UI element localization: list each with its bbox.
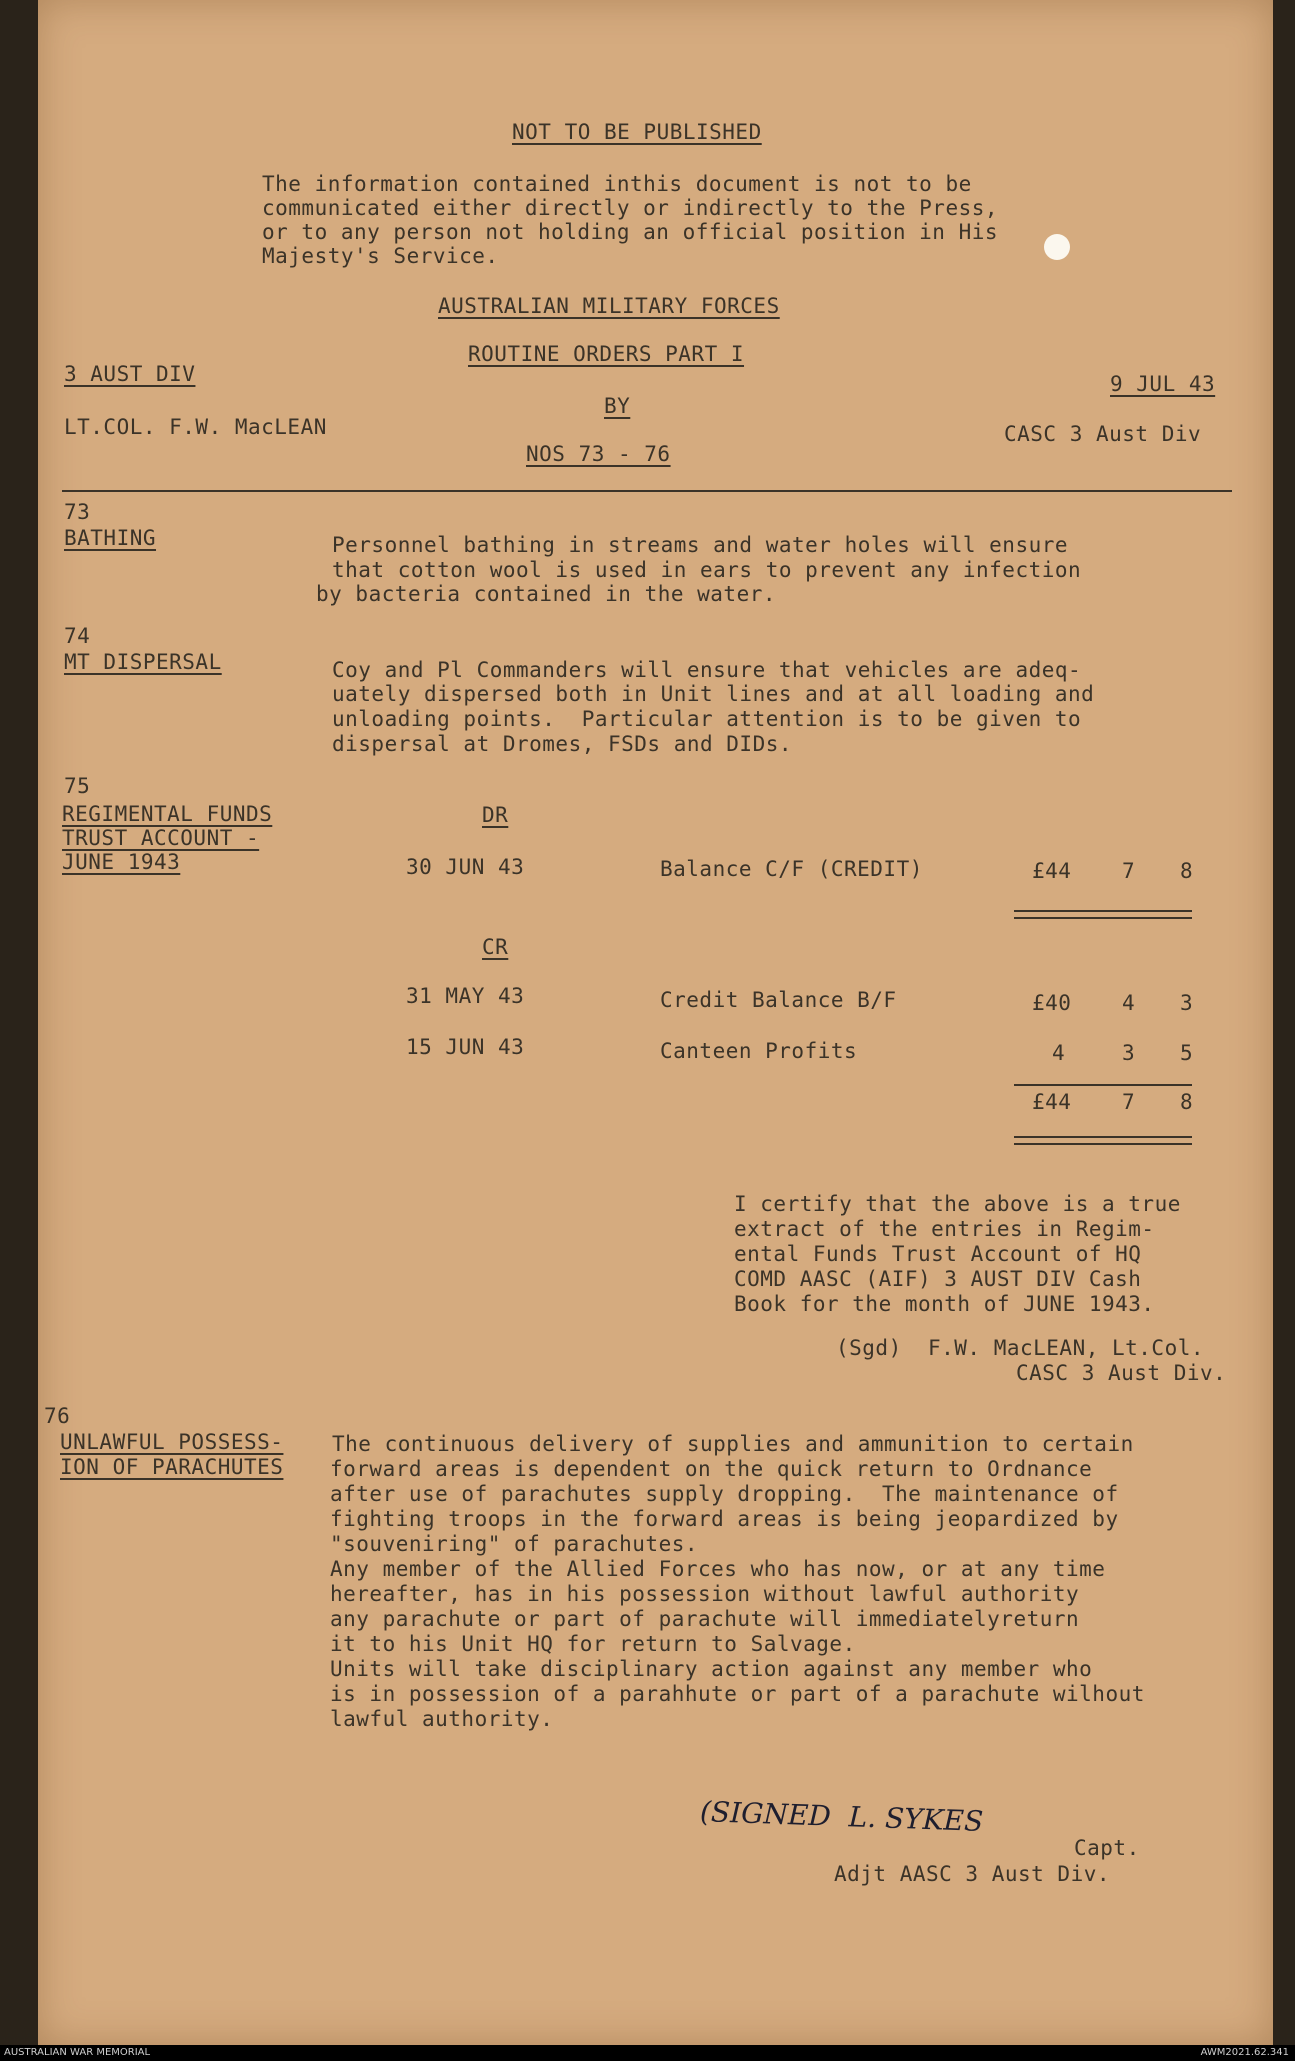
entry-description: Credit Balance B/F [660,988,897,1012]
total-pence: 8 [1180,1090,1194,1114]
order-text-line: hereafter, has in his possession without lawful authority [330,1582,1080,1606]
order-text-line: Personnel bathing in streams and water holes will ensure [332,533,1069,557]
restriction-line: Majesty's Service. [262,244,499,268]
total-pounds: £44 [1032,1090,1072,1114]
double-rule [1014,1136,1192,1138]
total-shillings: 7 [1122,1090,1136,1114]
cr-label: CR [482,935,509,959]
entry-date: 15 JUN 43 [406,1035,525,1059]
entry-date: 31 MAY 43 [406,984,525,1008]
order-text-line: any parachute or part of parachute will immediatelyreturn [330,1607,1080,1631]
order-text-line: is in possession of a parahhute or part of a parachute wilhout [330,1682,1145,1706]
order-number: 76 [44,1404,71,1428]
entry-pence: 3 [1180,991,1194,1015]
appointment: CASC 3 Aust Div [1004,422,1202,446]
order-text-line: uately dispersed both in Unit lines and at all loading and [332,682,1095,706]
order-text-line: forward areas is dependent on the quick return to Ordnance [330,1457,1093,1481]
by-label: BY [604,394,631,418]
order-text-line: fighting troops in the forward areas is being jeopardized by [330,1507,1119,1531]
header-divider [62,490,1232,492]
signatory-appointment: Adjt AASC 3 Aust Div. [834,1862,1111,1886]
archive-reference: AWM2021.62.341 [1200,2047,1289,2058]
entry-description: Balance C/F (CREDIT) [660,857,923,881]
order-text-line: after use of parachutes supply dropping. The maintenance of [330,1482,1119,1506]
entry-shillings: 7 [1122,859,1136,883]
officer-name: LT.COL. F.W. MacLEAN [64,415,327,439]
entry-shillings: 4 [1122,991,1136,1015]
certifier-appointment: CASC 3 Aust Div. [1016,1361,1227,1385]
restriction-line: communicated either directly or indirectly to the Press, [262,196,999,220]
order-text-line: Coy and Pl Commanders will ensure that vehicles are adeq- [332,658,1082,682]
double-rule [1014,910,1192,912]
order-heading: ION OF PARACHUTES [60,1455,284,1479]
archive-footer-bar [0,2045,1295,2061]
order-text-line: lawful authority. [330,1707,554,1731]
restriction-line: or to any person not holding an official position in His [262,220,999,244]
certificate-line: COMD AASC (AIF) 3 AUST DIV Cash [734,1267,1142,1291]
order-text-line: Any member of the Allied Forces who has now, or at any time [330,1557,1106,1581]
double-rule [1014,1143,1192,1145]
order-heading: TRUST ACCOUNT - [62,826,260,850]
entry-pounds: 4 [1052,1041,1066,1065]
order-text-line: it to his Unit HQ for return to Salvage. [330,1632,856,1656]
dr-label: DR [482,803,509,827]
order-heading: UNLAWFUL POSSESS- [60,1430,284,1454]
double-rule [1014,917,1192,919]
archive-name: AUSTRALIAN WAR MEMORIAL [4,2047,151,2058]
order-heading: REGIMENTAL FUNDS [62,802,273,826]
order-number: 73 [64,500,91,524]
entry-shillings: 3 [1122,1041,1136,1065]
order-text-line: that cotton wool is used in ears to prevent any infection [332,558,1082,582]
entry-pounds: £44 [1032,859,1072,883]
signatory-rank: Capt. [1074,1836,1140,1860]
certifier-name: (Sgd) F.W. MacLEAN, Lt.Col. [836,1336,1205,1360]
entry-description: Canteen Profits [660,1039,858,1063]
certificate-line: Book for the month of JUNE 1943. [734,1292,1155,1316]
punch-hole [1044,234,1070,260]
order-text-line: by bacteria contained in the water. [316,582,777,606]
restriction-line: The information contained inthis document is not to be [262,172,972,196]
order-number: 74 [64,624,91,648]
order-heading: MT DISPERSAL [64,650,222,674]
certificate-line: I certify that the above is a true [734,1192,1181,1216]
order-text-line: unloading points. Particular attention is to be given to [332,707,1082,731]
force-title: AUSTRALIAN MILITARY FORCES [438,294,780,318]
document-date: 9 JUL 43 [1110,372,1216,396]
order-text-line: Units will take disciplinary action against any member who [330,1657,1093,1681]
entry-pence: 8 [1180,859,1194,883]
order-text-line: The continuous delivery of supplies and ammunition to certain [332,1432,1134,1456]
handwritten-signature: (SIGNED L. SYKES [699,1795,984,1838]
order-text-line: "souveniring" of parachutes. [330,1532,699,1556]
restriction-title: NOT TO BE PUBLISHED [512,120,762,144]
certificate-line: ental Funds Trust Account of HQ [734,1242,1142,1266]
order-text-line: dispersal at Dromes, FSDs and DIDs. [332,732,793,756]
entry-pounds: £40 [1032,991,1072,1015]
entry-pence: 5 [1180,1041,1194,1065]
order-heading: BATHING [64,526,157,550]
entry-date: 30 JUN 43 [406,855,525,879]
unit-label: 3 AUST DIV [64,362,196,386]
order-number: 75 [64,774,91,798]
order-heading: JUNE 1943 [62,850,181,874]
total-rule [1014,1084,1192,1086]
certificate-line: extract of the entries in Regim- [734,1217,1155,1241]
document-title: ROUTINE ORDERS PART I [468,342,745,366]
order-numbers: NOS 73 - 76 [526,442,671,466]
